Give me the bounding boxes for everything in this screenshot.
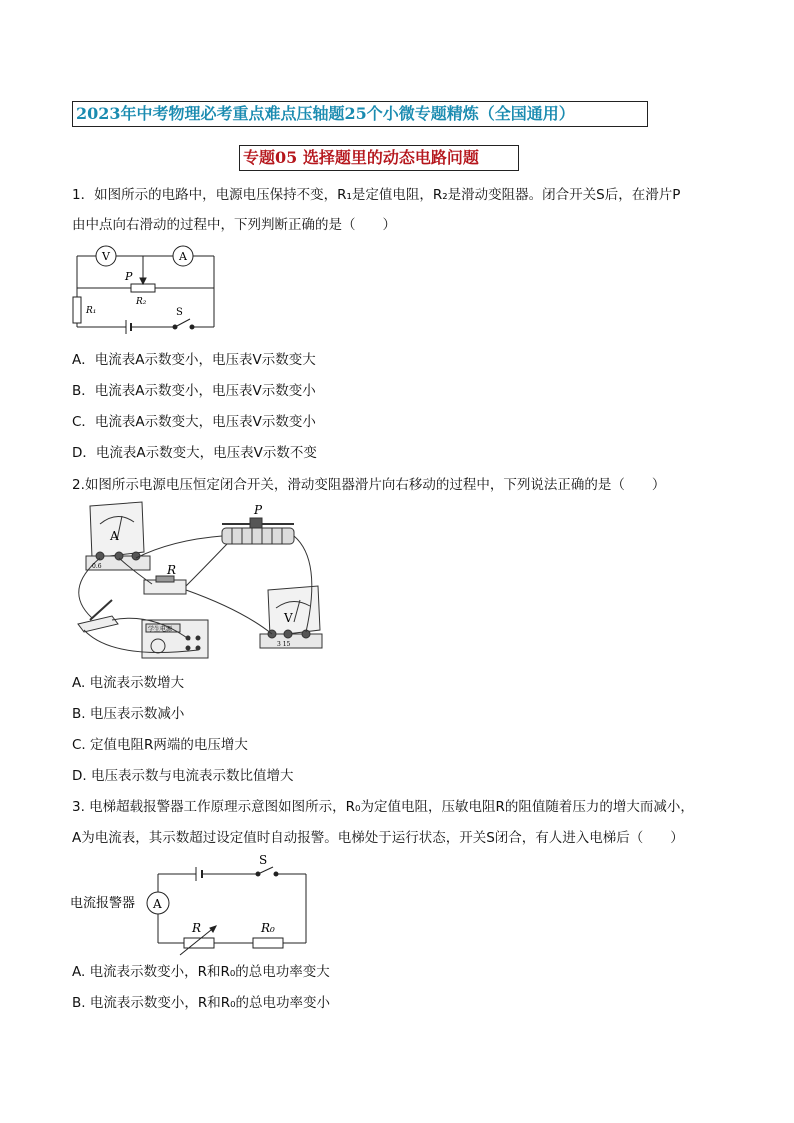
q3-r-label: R [192,921,202,935]
q1-option-a: A．电流表A示数变小，电压表V示数变大 [72,352,316,368]
q1-stem-line1: 1．如图所示的电路中，电源电压保持不变，R₁是定值电阻，R₂是滑动变阻器。闭合开关S后，在滑片P [72,187,681,203]
q1-option-b: B．电流表A示数变小，电压表V示数变小 [72,383,316,399]
q2-option-b: B. 电压表示数减小 [72,706,185,722]
q1-circuit-diagram [70,240,220,335]
q3-stem-line1: 3. 电梯超载报警器工作原理示意图如图所示，R₀为定值电阻，压敏电阻R的阻值随着压力的增大而减小， [72,799,694,815]
q3-option-a: A. 电流表示数变小，R和R₀的总电功率变大 [72,964,330,980]
q2-stem: 2.如图所示电源电压恒定闭合开关，滑动变阻器滑片向右移动的过程中，下列说法正确的是（ ） [72,477,666,493]
q3-option-b: B. 电流表示数变小，R和R₀的总电功率变小 [72,995,331,1011]
q2-option-a: A. 电流表示数增大 [72,675,185,691]
q3-ammeter-label: A [153,897,162,911]
q1-switch-label: S [176,307,183,318]
q1-stem-line2: 由中点向右滑动的过程中，下列判断正确的是（ ） [72,217,396,233]
q2-ammeter-label: A [110,529,119,543]
q1-voltmeter-label: V [102,250,110,263]
q1-option-c: C．电流表A示数变大，电压表V示数变小 [72,414,316,430]
series-title: 2023年中考物理必考重点难点压轴题25个小微专题精炼（全国通用） [72,101,648,127]
q2-slider-label: P [254,503,263,517]
q3-stem-line2: A为电流表，其示数超过设定值时自动报警。电梯处于运行状态，开关S闭合，有人进入电梯后（ ） [72,830,684,846]
topic-title: 专题05 选择题里的动态电路问题 [239,145,519,171]
q1-r2-label: R₂ [136,297,147,307]
q1-r1-label: R₁ [86,306,97,316]
q3-r0-label: R₀ [261,921,275,935]
q3-alarm-label: 电流报警器 [70,896,136,911]
q2-voltmeter-label: V [284,611,293,625]
q2-power-supply-label: 学生电源 [148,626,173,633]
q2-option-c: C. 定值电阻R两端的电压增大 [72,737,248,753]
q2-ammeter-scale: 0.6 [92,563,102,570]
q1-slider-label: P [125,270,133,283]
q3-circuit-diagram [70,852,320,957]
q1-ammeter-label: A [179,250,187,263]
q2-apparatus-photo [72,500,332,665]
q1-option-d: D．电流表A示数变大，电压表V示数不变 [72,445,317,461]
q3-switch-label: S [259,853,268,867]
q2-voltmeter-scale: 3 15 [277,641,291,648]
q2-option-d: D. 电压表示数与电流表示数比值增大 [72,768,294,784]
q2-resistor-label: R [167,563,177,577]
